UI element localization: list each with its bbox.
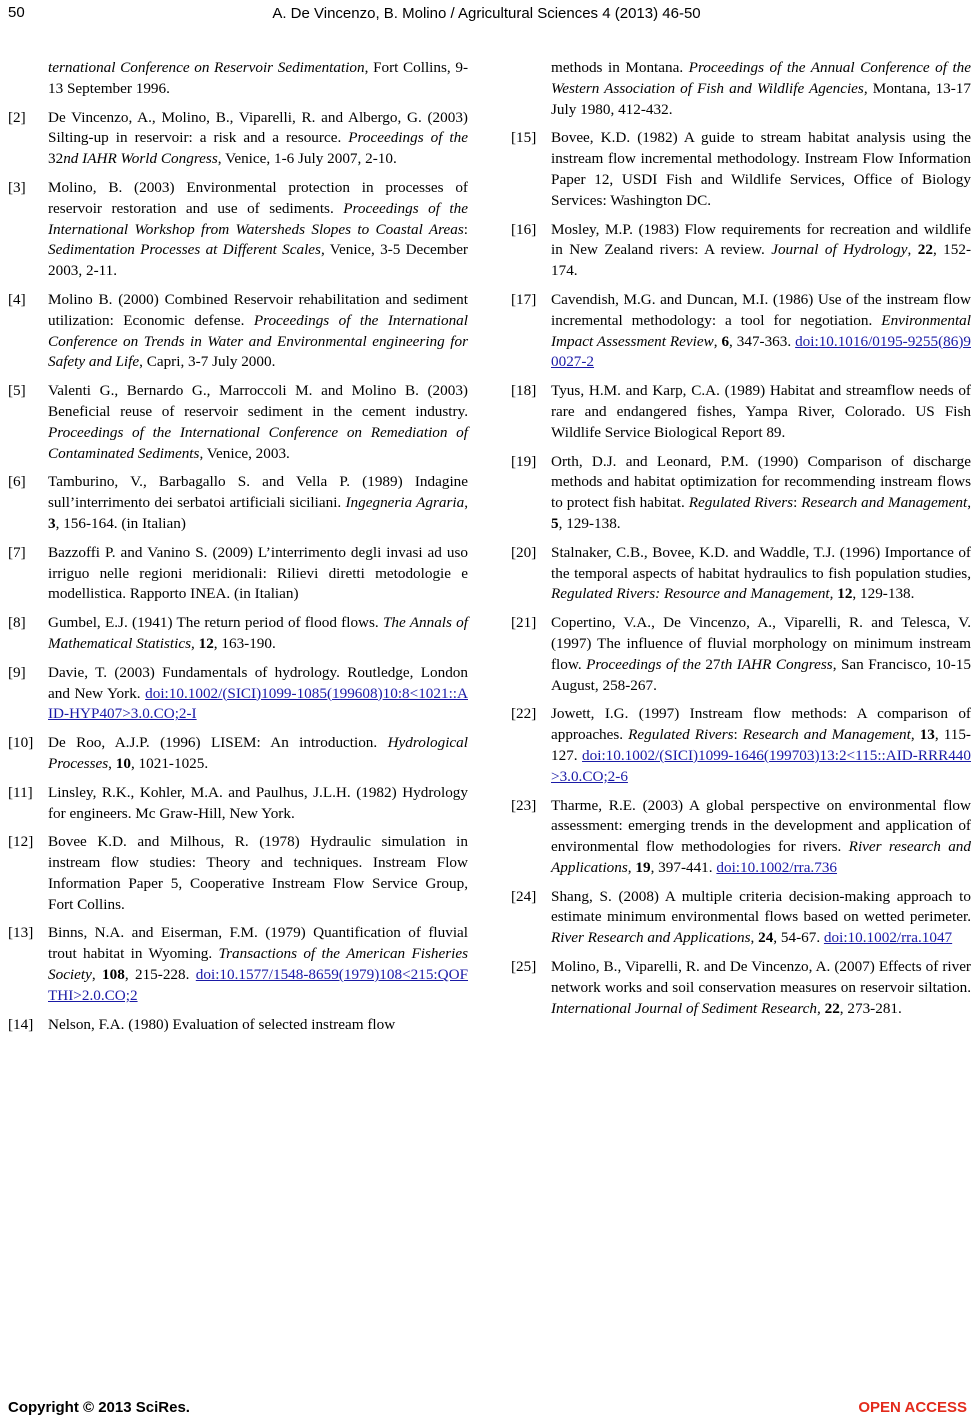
reference-number: [4] [8,290,26,308]
reference-italic-text: The Annals of Mathematical Statistics [48,614,468,652]
reference-number: [9] [8,663,26,681]
reference-italic-text: ternational Conference on Reservoir Sedimentation [48,59,365,76]
reference-continuation [511,58,971,120]
reference-text: Molino, B., Viparelli, R. and De Vincenzo, A. (2007) Effects of river network works and soil conservation measures on reservoir siltation. [551,958,971,996]
reference-entry [8,543,468,605]
reference-text: Shang, S. (2008) A multiple criteria decision-making approach to estimate minimum environmental flows based on wetted perimeter. [551,887,971,926]
doi-link[interactable]: doi:10.1002/rra.1047 [823,929,953,947]
reference-text: Bovee, K.D. (1982) A guide to stream habitat analysis using the instream flow incremental methodology. Instream Flow Information Paper 12, USDI Fish and Wildlife Services, Office of Biology Services: Washington DC. [551,129,971,209]
reference-volume: 19 [635,858,651,876]
reference-number: [20] [511,543,537,561]
reference-text: , 115-127. [551,726,971,764]
doi-link[interactable]: doi:10.1002/(SICI)1099-1085(199608)10:8<1021::AID-HYP407>3.0.CO;2-I [48,684,468,723]
reference-italic-text: Proceedings of the Annual Conference of the Western Association of Fish and Wildlife Agencies [551,59,972,97]
reference-number: [7] [8,543,26,561]
reference-text: Bazzoffi P. and Vanino S. (2009) L’interrimento degli invasi ad uso irriguo nelle regioni meridionali: Rilievi diretti metodologie e modellistica. Rapporto INEA. (in Italian) [48,543,468,603]
reference-text: De Vincenzo, A., Molino, B., Viparelli, R. and Albergo, G. (2003) Silting-up in reservoir: a risk and a resource. [48,108,468,147]
reference-entry [511,381,971,443]
reference-number: [3] [8,178,26,196]
reference-continuation [8,58,468,100]
references-right-column [511,58,971,1027]
reference-text: , 215-228. [124,966,196,984]
reference-number: [5] [8,382,26,400]
reference-italic-text: th IAHR Congress [720,655,833,673]
reference-text: 32 [48,150,64,168]
reference-number: [13] [8,924,34,942]
reference-number: [17] [511,290,537,308]
reference-text: , Montana, 13-17 July 1980, 412-432. [551,79,971,118]
reference-text: , [627,858,636,876]
reference-number: [8] [8,614,26,632]
reference-number: [12] [8,833,34,851]
reference-text: Gumbel, E.J. (1941) The return period of flood flows. [48,614,383,632]
reference-italic-text: Sedimentation Processes at Different Scales [48,241,321,259]
reference-number: [16] [511,220,537,238]
reference-volume: 6 [721,332,730,350]
reference-italic-text: Research and Management [742,726,911,744]
reference-text: Jowett, I.G. (1997) Instream flow methods: A comparison of approaches. [551,705,971,744]
reference-volume: 22 [917,241,933,259]
reference-italic-text: International Journal of Sediment Research [551,999,818,1017]
reference-italic-text: Proceedings of the International Workshop from Watersheds Slopes to Coastal Areas [48,199,468,238]
reference-text: Copertino, V.A., De Vincenzo, A., Viparelli, R. and Telesca, V. (1997) The influence of fluvial morphology on minimum instream flow. [551,614,971,673]
reference-number: [23] [511,796,537,814]
reference-text: , Fort Collins, 9-13 September 1996. [48,59,468,97]
reference-number: [24] [511,887,537,905]
reference-text: , [967,494,971,512]
reference-volume: 12 [198,634,214,652]
reference-number: [2] [8,108,26,126]
reference-text: , [713,332,722,350]
reference-entry [8,178,468,282]
reference-text: : [463,220,468,238]
reference-entry [8,290,468,373]
reference-text: , 152-174. [551,241,972,280]
reference-number: [19] [511,452,537,470]
reference-text: , 129-138. [558,514,621,532]
reference-italic-text: Environmental Impact Assessment Review [551,311,971,350]
reference-entry [511,290,971,373]
reference-text: 27 [705,655,721,673]
reference-italic-text: Regulated Rivers [628,726,734,744]
page-header [0,4,973,26]
reference-text: , [907,241,918,259]
reference-entry [511,613,971,696]
reference-text: Molino B. (2000) Combined Reservoir rehabilitation and sediment utilization: Economic defense. [48,290,468,329]
reference-text: methods in Montana. [551,59,689,76]
reference-volume: 10 [115,754,131,772]
reference-text: : [733,726,743,744]
doi-link[interactable]: doi:10.1016/0195-9255(86)90027-2 [551,332,971,371]
reference-text: : [793,494,802,512]
reference-entry [511,957,971,1019]
reference-entry [8,108,468,170]
copyright-notice: Copyright © 2013 SciRes. [8,1399,190,1416]
reference-text: Bovee K.D. and Milhous, R. (1978) Hydraulic simulation in instream flow studies: Theory and techniques. Instream Flow Information Paper 5, Cooperative Instream Flow Service Group, Fort Collins. [48,833,468,913]
page-footer [0,1399,973,1419]
reference-italic-text: Hydrological Processes [48,734,468,772]
reference-text: , 163-190. [213,634,276,652]
reference-text: , [817,999,825,1017]
reference-volume: 5 [551,514,559,532]
reference-entry [511,128,971,211]
reference-text: , [750,929,759,947]
doi-link[interactable]: doi:10.1577/1548-8659(1979)108<215:QOFTHI>2.0.CO;2 [48,966,469,1004]
reference-volume: 3 [48,514,56,532]
reference-italic-text: Proceedings of the International Conference on Trends in Water and Environmental engineering for Safety and Life [48,311,468,371]
reference-number: [18] [511,382,537,400]
reference-text: Tamburino, V., Barbagallo S. and Vella P. (1989) Indagine sull’interrimento dei serbatoi artificiali siciliani. [48,473,468,512]
reference-italic-text: Proceedings of the [586,655,706,673]
reference-volume: 22 [824,999,840,1017]
reference-entry [8,613,468,655]
reference-number: [6] [8,473,26,491]
reference-italic-text: Regulated Rivers [688,494,794,512]
doi-link[interactable]: doi:10.1002/rra.736 [716,858,838,876]
reference-text: Binns, N.A. and Eiserman, F.M. (1979) Quantification of fluvial trout habitat in Wyoming. [48,924,468,963]
reference-text: , Venice, 3-5 December 2003, 2-11. [48,241,468,280]
reference-volume: 108 [102,966,125,984]
reference-entry [511,887,971,949]
reference-entry [511,543,971,605]
reference-text: , 397-441. [650,858,717,876]
reference-text: , San Francisco, 10-15 August, 258-267. [551,655,971,694]
reference-entry [8,472,468,534]
reference-text: , 156-164. (in Italian) [55,514,186,532]
reference-italic-text: River Research and Applications [551,929,751,947]
reference-text: , 347-363. [729,332,796,350]
reference-entry [511,704,971,787]
reference-text: , [91,966,103,984]
reference-text: Tharme, R.E. (2003) A global perspective on environmental flow assessment: emerging trends in the development and application of environmental flow methodologies for rivers. [551,796,971,856]
reference-number: [14] [8,1015,34,1033]
reference-number: [11] [8,783,33,801]
reference-text: , [191,634,199,652]
reference-entry [511,220,971,282]
reference-number: [22] [511,705,537,723]
reference-entry [8,663,468,725]
references-left-column [8,58,468,1043]
reference-number: [15] [511,129,537,147]
reference-text: Linsley, R.K., Kohler, M.A. and Paulhus, J.L.H. (1982) Hydrology for engineers. Mc Graw-Hill, New York. [48,783,468,822]
reference-text: , Venice, 2003. [199,444,290,462]
reference-italic-text: Proceedings of the International Conference on Remediation of Contaminated Sediments [48,423,468,462]
reference-entry [8,1015,468,1036]
reference-entry [8,733,468,775]
reference-text: , 129-138. [852,585,915,603]
reference-entry [511,796,971,879]
reference-text: Molino, B. (2003) Environmental protection in processes of reservoir restoration and use of sediments. [48,178,468,217]
reference-italic-text: Regulated Rivers: Resource and Management [551,585,830,603]
reference-number: [21] [511,614,537,632]
doi-link[interactable]: doi:10.1002/(SICI)1099-1646(199703)13:2<115::AID-RRR440>3.0.CO;2-6 [551,746,971,785]
reference-text: , [829,585,838,603]
reference-text: Orth, D.J. and Leonard, P.M. (1990) Comparison of discharge methods and habitat optimization for recommending instream flows to protect fish habitat. [551,452,971,512]
reference-text: , [108,754,116,772]
reference-text: , Venice, 1-6 July 2007, 2-10. [217,150,397,168]
reference-entry [8,832,468,915]
reference-number: [10] [8,734,34,752]
reference-text: Davie, T. (2003) Fundamentals of hydrology. Routledge, London and New York. [48,663,468,702]
open-access-label: OPEN ACCESS [858,1399,967,1416]
reference-italic-text: nd IAHR World Congress [63,150,218,168]
reference-text: , 54-67. [773,929,824,947]
reference-text: , 1021-1025. [130,754,209,772]
reference-number: [25] [511,958,537,976]
page-number: 50 [8,4,25,21]
reference-italic-text: Proceedings of the [348,129,468,147]
reference-volume: 24 [758,929,774,947]
reference-italic-text: Transactions of the American Fisheries Society [48,945,468,984]
reference-text: Nelson, F.A. (1980) Evaluation of selected instream flow [48,1015,396,1033]
reference-text: , [464,494,468,512]
reference-text: , Capri, 3-7 July 2000. [139,353,276,371]
reference-text: Cavendish, M.G. and Duncan, M.I. (1986) Use of the instream flow incremental methodology: a tool for negotiation. [551,290,971,329]
reference-entry [8,923,468,1006]
reference-text: Mosley, M.P. (1983) Flow requirements for recreation and wildlife in New Zealand rivers: A review. [551,220,971,259]
reference-entry [511,452,971,535]
reference-text: Stalnaker, C.B., Bovee, K.D. and Waddle, T.J. (1996) Importance of the temporal aspects of habitat hydraulics to fish population studies, [551,543,971,582]
reference-text: , 273-281. [839,999,902,1017]
reference-text: Valenti G., Bernardo G., Marroccoli M. and Molino B. (2003) Beneficial reuse of reservoir sediment in the cement industry. [48,382,468,420]
reference-volume: 13 [919,726,935,744]
reference-text: Tyus, H.M. and Karp, C.A. (1989) Habitat and streamflow needs of rare and endangered fishes, Yampa River, Colorado. US Fish Wildlife Service Biological Report 89. [551,382,971,441]
reference-italic-text: Journal of Hydrology [771,241,908,259]
reference-italic-text: River research and Applications [551,838,971,876]
reference-entry [8,381,468,464]
reference-italic-text: Research and Management [801,494,968,512]
reference-text: , [910,726,920,744]
reference-entry [8,783,468,825]
running-title: A. De Vincenzo, B. Molino / Agricultural Sciences 4 (2013) 46-50 [272,5,701,22]
reference-italic-text: Ingegneria Agraria [345,494,465,512]
reference-volume: 12 [837,585,853,603]
reference-text: De Roo, A.J.P. (1996) LISEM: An introduction. [48,734,388,752]
